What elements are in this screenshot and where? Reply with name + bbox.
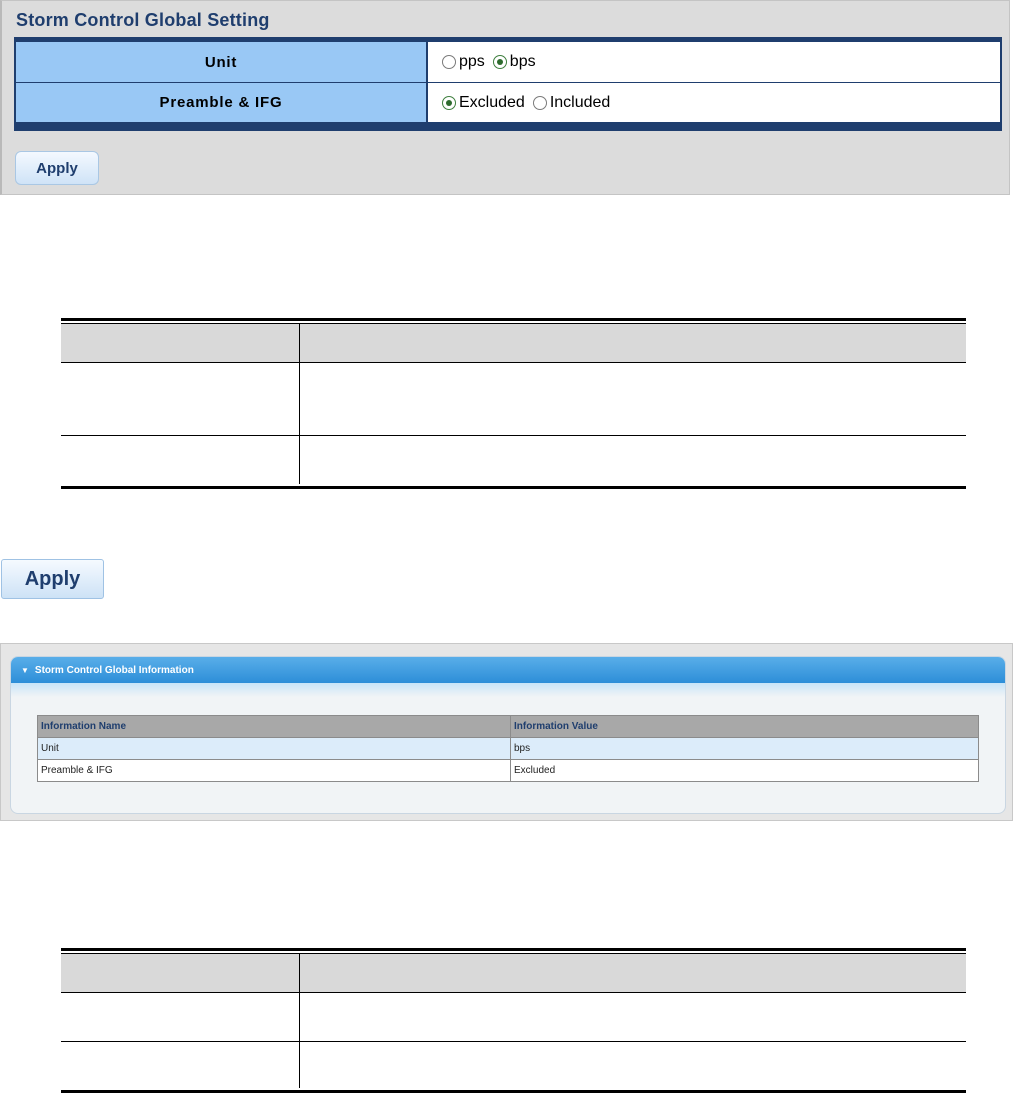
info-table [37, 715, 979, 782]
description-cell [300, 436, 966, 484]
description-table-header [61, 323, 966, 363]
info-box [10, 656, 1006, 814]
description-row [61, 363, 966, 436]
description-cell [61, 1042, 300, 1088]
header-cell [300, 954, 966, 992]
radio-label: bps [509, 53, 536, 70]
column-header: Information Name [38, 716, 511, 738]
setting-row-preamble [16, 83, 1000, 122]
unit-options [428, 42, 1000, 82]
storm-control-info-panel [0, 643, 1013, 821]
description-cell [300, 1042, 966, 1088]
radio-label: Included [549, 93, 611, 111]
info-name-cell: Unit [38, 738, 511, 760]
radio-label: Excluded [459, 93, 525, 111]
header-fade [11, 683, 1005, 697]
table-row [38, 760, 979, 782]
table-bottom-rule [61, 1090, 966, 1093]
description-table-header [61, 953, 966, 993]
unit-label: Unit [16, 42, 428, 82]
info-value-cell: Excluded [511, 760, 979, 782]
setting-row-unit [16, 42, 1000, 83]
description-cell [300, 363, 966, 435]
radio-label: pps [459, 53, 485, 70]
info-title: Storm Control Global Information [34, 664, 194, 676]
setting-table [14, 37, 1002, 131]
description-row [61, 436, 966, 484]
description-row [61, 993, 966, 1042]
header-cell [61, 324, 300, 362]
preamble-options [428, 83, 1000, 122]
header-cell [61, 954, 300, 992]
description-cell [300, 993, 966, 1041]
description-cell [61, 993, 300, 1041]
radio-excluded[interactable] [442, 94, 525, 112]
panel-title: Storm Control Global Setting [16, 10, 270, 30]
radio-unchecked-icon[interactable] [442, 55, 456, 69]
info-value-cell: bps [511, 738, 979, 760]
info-header[interactable] [11, 657, 1005, 683]
description-cell [61, 363, 300, 435]
collapse-triangle-icon[interactable]: ▼ [21, 665, 29, 675]
table-row [38, 738, 979, 760]
preamble-label: Preamble & IFG [16, 83, 428, 122]
description-row [61, 1042, 966, 1088]
info-name-cell: Preamble & IFG [38, 760, 511, 782]
radio-checked-icon[interactable] [493, 55, 507, 69]
radio-bps[interactable] [493, 53, 536, 71]
table-bottom-rule [61, 486, 966, 489]
column-header: Information Value [511, 716, 979, 738]
storm-control-setting-panel [0, 0, 1010, 195]
radio-pps[interactable] [442, 53, 485, 71]
table-header-row [38, 716, 979, 738]
apply-button-large[interactable]: Apply [1, 559, 104, 599]
radio-unchecked-icon[interactable] [533, 96, 547, 110]
radio-checked-icon[interactable] [442, 96, 456, 110]
description-cell [61, 436, 300, 484]
description-table [61, 318, 966, 489]
description-table [61, 948, 966, 1093]
apply-button[interactable]: Apply [15, 151, 99, 185]
header-cell [300, 324, 966, 362]
radio-included[interactable] [533, 94, 611, 112]
